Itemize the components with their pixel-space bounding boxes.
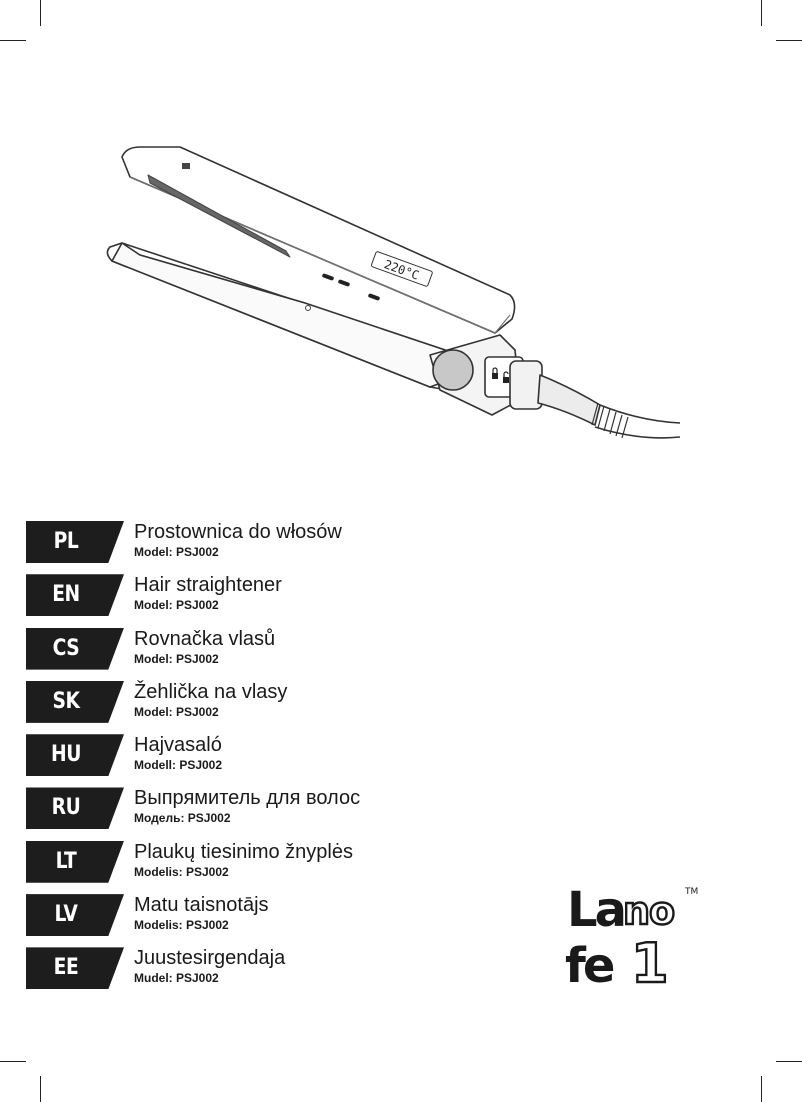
logo-no: no [623,889,675,933]
language-row-lv [26,894,446,936]
language-code: RU [51,795,81,821]
control-button-2 [338,279,351,287]
logo-1: 1 [631,932,669,990]
language-list [26,521,446,1001]
language-row-cs [26,628,446,670]
model-number: Model: PSJ002 [134,651,219,666]
language-row-ru [26,787,446,829]
language-row-en [26,574,446,616]
language-row-pl [26,521,446,563]
brand-mark [182,163,190,169]
crop-mark-bottom-left [40,1076,41,1102]
model-number: Modelis: PSJ002 [134,918,229,933]
model-number: Model: PSJ002 [134,545,219,559]
logo-la: La [567,882,624,938]
language-row-sk [26,681,446,723]
language-row-hu [26,734,446,776]
product-title: Rovnačka vlasů [134,627,276,650]
product-title: Hair straightener [134,574,282,597]
lanofe1-logo [565,880,700,990]
hair-straightener-illustration [100,125,690,455]
language-code: LT [55,848,77,874]
language-code: LV [54,902,78,928]
crop-mark-top-right [761,0,762,26]
model-number: Modell: PSJ002 [134,758,223,773]
model-number: Model: PSJ002 [134,598,219,613]
language-code: HU [51,742,81,768]
language-code: EN [52,582,80,608]
product-title: Matu taisnotājs [134,894,269,917]
unlock-icon [503,377,509,383]
lock-icon [492,373,498,379]
language-code: EE [53,955,79,981]
language-code: CS [52,635,80,661]
product-title: Juustesirgendaja [134,947,286,970]
model-number: Модель: PSJ002 [134,811,231,826]
crop-mark-bottom-right [761,1076,762,1102]
model-number: Model: PSJ002 [134,704,219,719]
control-button-3 [368,293,381,301]
crop-mark-top-left [40,0,41,26]
model-number: Mudel: PSJ002 [134,971,219,986]
crop-mark-top-left-h [0,40,26,41]
product-title: Žehlička na vlasy [134,680,288,703]
language-row-lt [26,841,446,883]
language-code: SK [52,688,80,714]
logo-tm: TM [685,887,699,897]
crop-mark-bottom-left-h [0,1061,26,1062]
crop-mark-top-right-h [776,40,802,41]
logo-fe: fe [565,938,613,990]
model-number: Modelis: PSJ002 [134,864,229,879]
product-title: Prostownica do włosów [134,521,342,543]
crop-mark-bottom-right-h [776,1061,802,1062]
language-code: PL [53,529,79,554]
temperature-readout: 220°C [382,257,421,283]
product-title: Hajvasaló [134,734,222,757]
product-title: Выпрямитель для волос [134,787,361,810]
language-row-ee [26,947,446,989]
control-button-1 [322,273,335,281]
product-title: Plaukų tiesinimo žnyplės [134,840,353,863]
